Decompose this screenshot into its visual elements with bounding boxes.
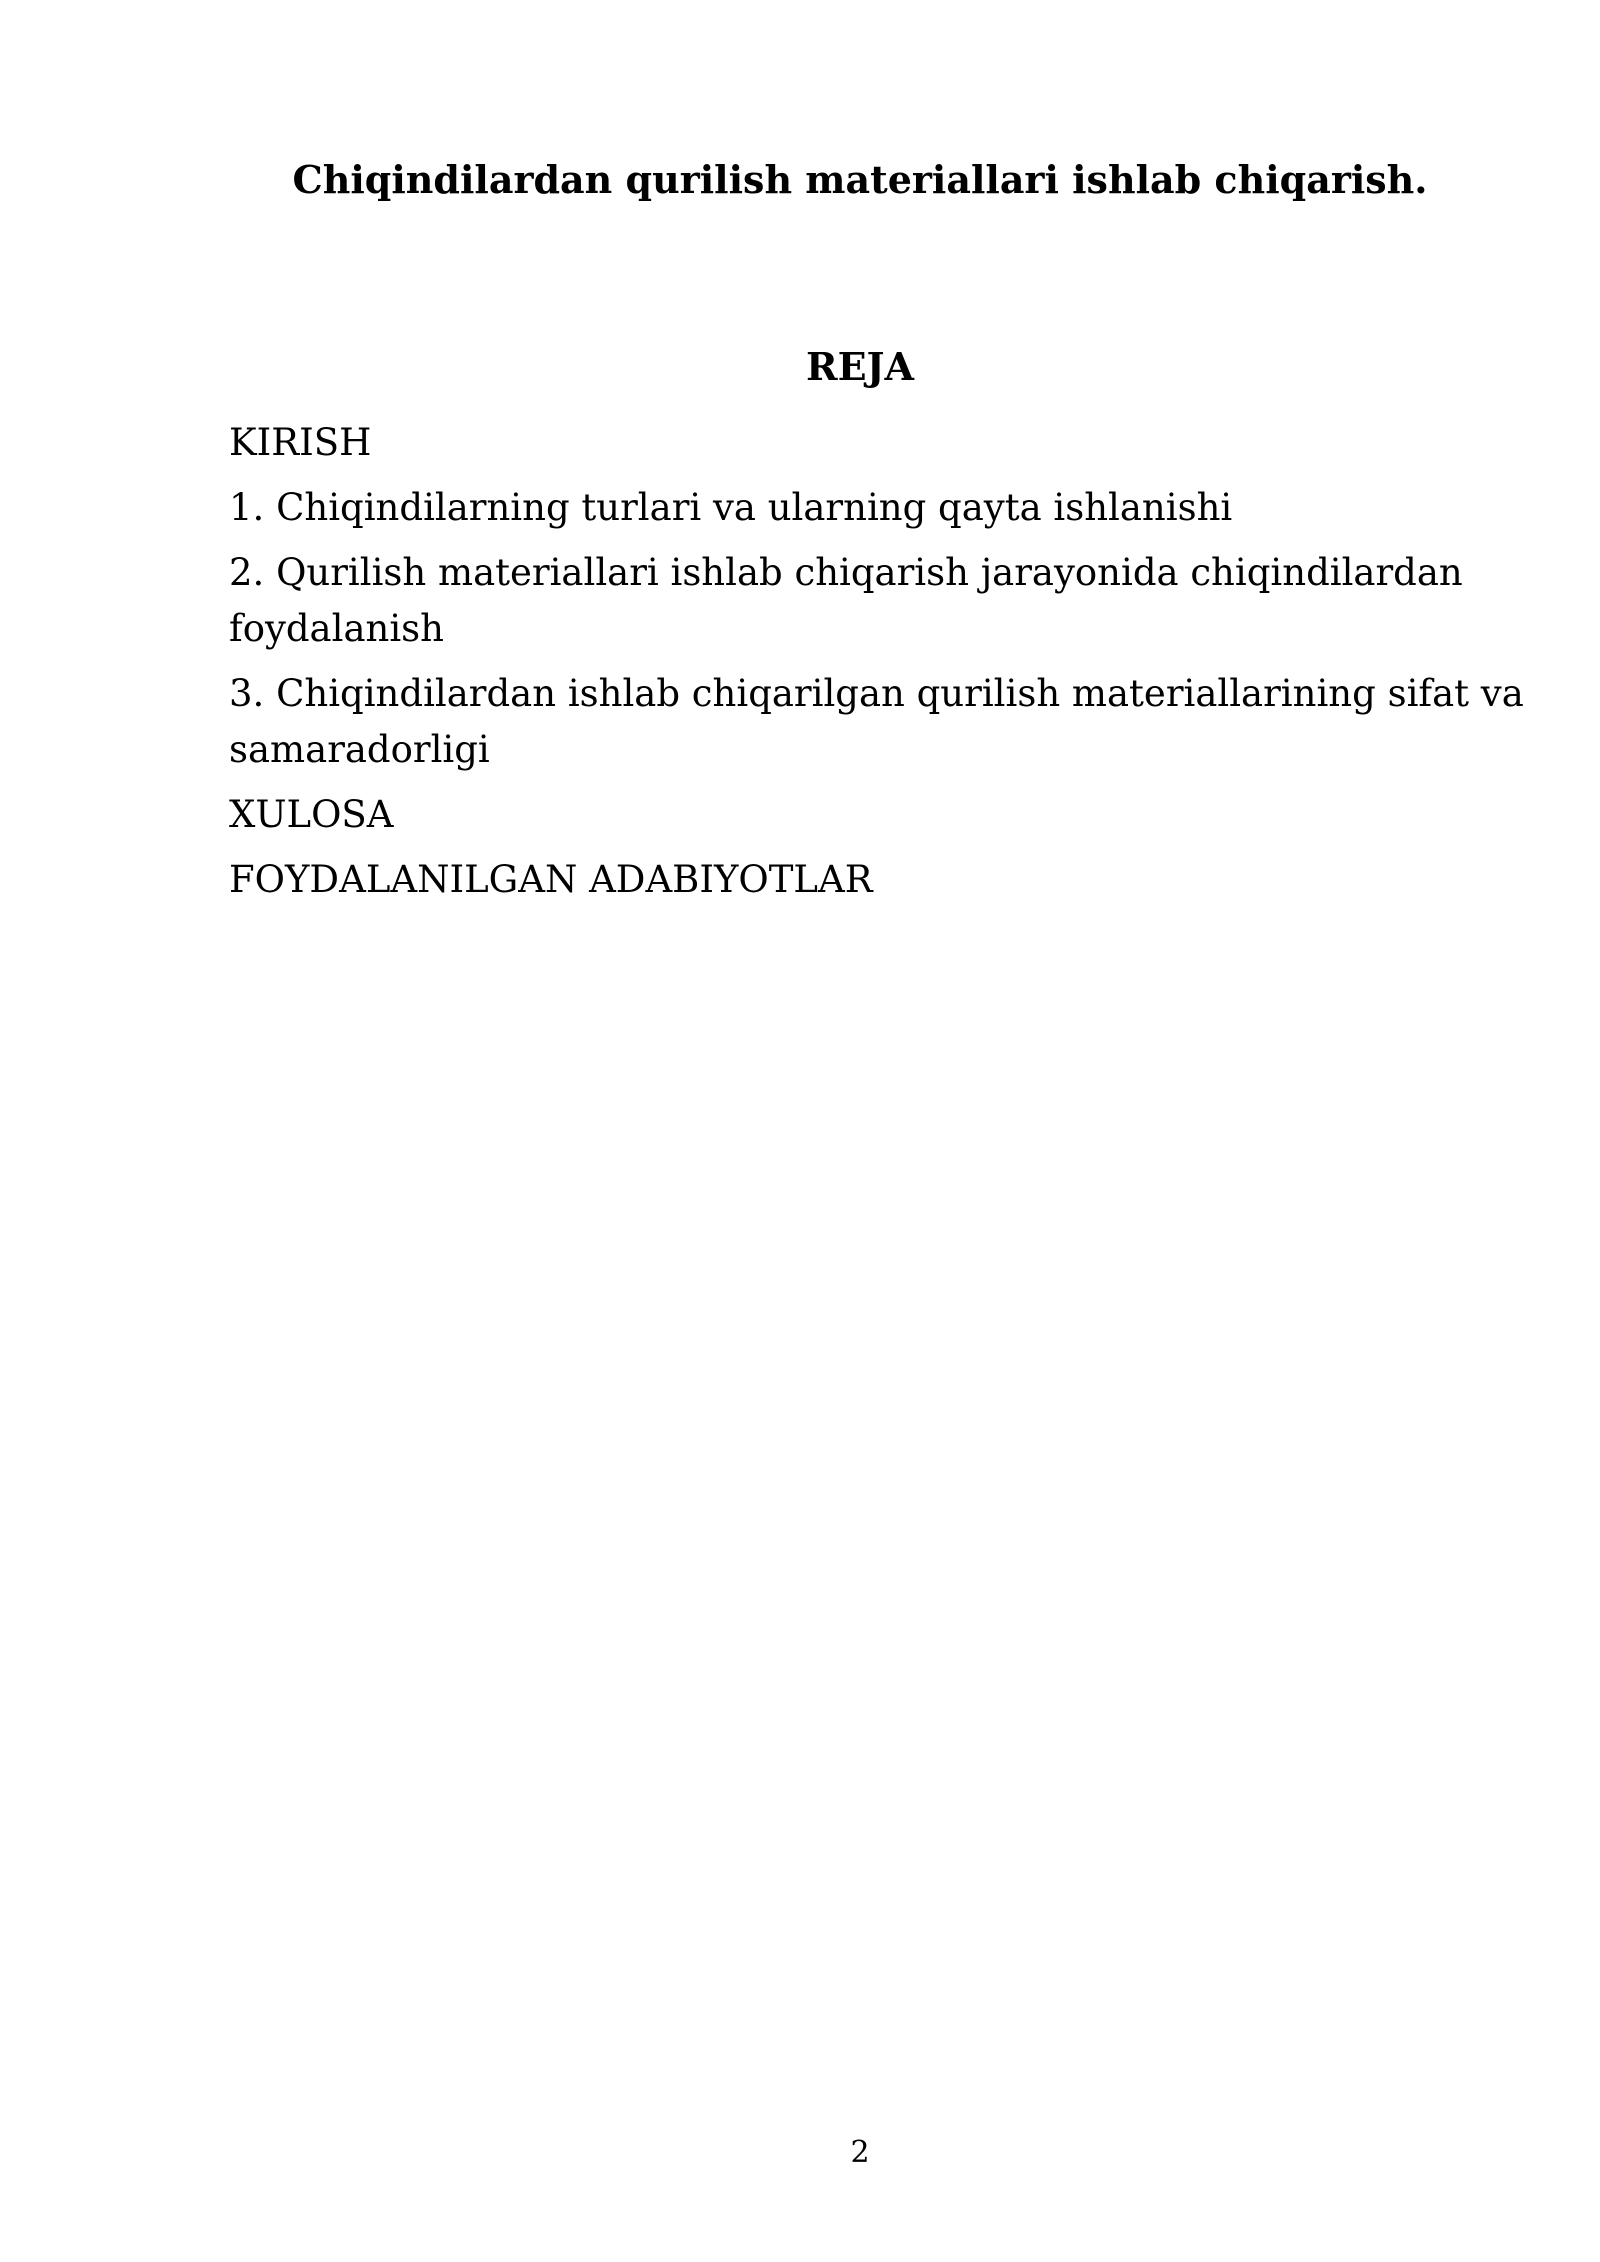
plan-item-2: 2. Qurilish materiallari ishlab chiqarish jarayonida chiqindilardan foydalanish — [229, 551, 1463, 650]
plan-item-introduction: KIRISH — [229, 421, 372, 464]
plan-heading: REJA — [805, 344, 914, 389]
document-title: Chiqindilardan qurilish materiallari ishlab chiqarish. — [292, 157, 1428, 202]
plan-item-references: FOYDALANILGAN ADABIYOTLAR — [229, 858, 873, 901]
plan-list — [229, 415, 1539, 917]
plan-item-1: 1. Chiqindilarning turlari va ularning qayta ishlanishi — [229, 486, 1233, 529]
page-number: 2 — [850, 2135, 870, 2170]
plan-item-3: 3. Chiqindilardan ishlab chiqarilgan qurilish materiallarining sifat va samaradorligi — [229, 672, 1524, 771]
plan-item-conclusion: XULOSA — [229, 793, 394, 836]
